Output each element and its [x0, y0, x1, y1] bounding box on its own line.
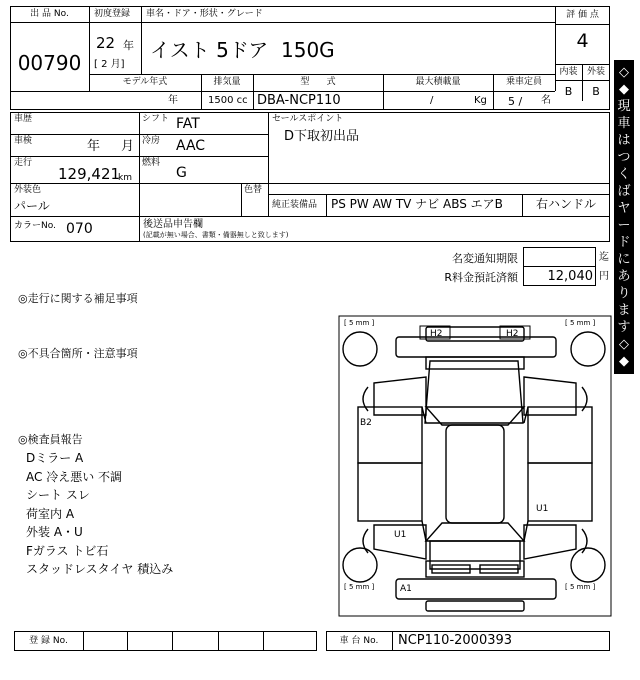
name-change-label: 名変通知期限	[452, 252, 518, 265]
ac-label: 冷房	[142, 136, 161, 146]
tire-label-fr: [ 5 mm ]	[565, 319, 596, 327]
overall-grade: 4	[576, 30, 589, 52]
driving-notes-title: ◎走行に関する補足事項	[18, 292, 138, 305]
exterior-label: 外装	[586, 67, 605, 77]
damage-mark-u1-right: U1	[536, 504, 549, 514]
equipment-list: PS PW AW TV ナビ ABS エアB	[331, 197, 503, 211]
rear-bumper	[396, 579, 556, 599]
recycle-label: R料金預託済額	[444, 271, 518, 284]
inspector-line: 外装 A・U	[26, 525, 83, 539]
first-reg-year-unit: 年	[123, 39, 134, 52]
banner-glyph: つ	[617, 150, 631, 165]
banner-glyph: ◇	[619, 65, 629, 80]
lot-no-label: 出 品 No.	[30, 9, 69, 19]
banner-glyph: く	[617, 167, 631, 182]
inspection-label: 車検	[14, 136, 33, 146]
right-quarter	[524, 525, 576, 559]
defects-title: ◎不具合箇所・注意事項	[18, 347, 138, 360]
left-rear-door	[358, 463, 422, 521]
banner-glyph: は	[617, 133, 631, 148]
grade-label: 評 価 点	[566, 10, 599, 20]
capacity-label: 乗車定員	[505, 77, 542, 87]
name-change-unit: 迄	[599, 252, 609, 263]
displacement-label: 排気量	[213, 77, 241, 87]
reg-no-label: 登 録 No.	[29, 636, 68, 646]
inspector-line: Dミラー A	[26, 451, 84, 465]
interior-label: 内装	[559, 67, 578, 77]
exterior-color-label: 外装色	[14, 185, 42, 195]
first-reg-month: [ 2 月]	[94, 59, 125, 70]
model-year-label: モデル年式	[122, 77, 168, 87]
ac-value: AAC	[176, 138, 206, 154]
displacement: 1500 cc	[208, 95, 248, 106]
windshield	[426, 407, 524, 425]
car-name-label: 車名・ドア・形状・グレード	[146, 9, 263, 19]
tire-label-rr: [ 5 mm ]	[565, 583, 596, 591]
recycle-unit: 円	[599, 271, 609, 282]
damage-mark-u1-left: U1	[394, 530, 407, 540]
location-banner	[614, 60, 634, 374]
banner-glyph: 現	[617, 99, 631, 114]
sales-point-label: セールスポイント	[272, 114, 344, 124]
shift-value: FAT	[176, 116, 200, 132]
banner-glyph: ー	[617, 218, 631, 233]
equipment-label: 純正装備品	[272, 200, 318, 210]
banner-glyph: ◆	[619, 354, 629, 369]
fuel-value: G	[176, 165, 187, 181]
inspector-lines	[26, 449, 173, 579]
inspection-month-unit: 月	[121, 139, 135, 154]
capacity-unit: 名	[541, 95, 551, 106]
car-name: イスト 5ドア 150G	[150, 38, 335, 62]
first-reg-label: 初度登録	[94, 9, 131, 19]
mileage-label: 走行	[14, 158, 33, 168]
banner-glyph: ◇	[619, 337, 629, 352]
inspector-line: スタッドレスタイヤ 積込み	[26, 562, 174, 576]
later-docs-label: 後送品申告欄	[143, 219, 203, 230]
banner-glyph: り	[617, 286, 631, 301]
front-bumper	[396, 337, 556, 357]
max-load-sep: /	[430, 95, 434, 106]
tire-label-fl: [ 5 mm ]	[344, 319, 375, 327]
banner-glyph: ヤ	[617, 201, 631, 216]
mileage-unit: km	[118, 173, 132, 183]
sales-point: D下取初出品	[284, 129, 360, 144]
banner-glyph: す	[617, 320, 631, 335]
model-year-unit: 年	[168, 95, 178, 106]
inspection-year-unit: 年	[87, 139, 101, 154]
banner-glyph: あ	[617, 269, 631, 284]
exterior-color: パール	[14, 199, 50, 213]
recycle-amount: 12,040	[547, 269, 593, 284]
lot-no: 00790	[17, 51, 82, 75]
car-damage-diagram	[338, 315, 613, 619]
max-load-unit: Kg	[474, 95, 487, 106]
tire-front-left	[343, 332, 377, 366]
rear-window	[426, 523, 524, 541]
banner-glyph: ま	[617, 303, 631, 318]
tire-rear-left	[343, 548, 377, 582]
interior-grade: B	[564, 85, 573, 98]
model-code: DBA-NCP110	[257, 93, 341, 108]
history-label: 車歴	[14, 114, 33, 124]
banner-glyph: 車	[617, 116, 631, 131]
damage-mark-h2-right: H2	[506, 329, 519, 339]
banner-glyph: ド	[617, 235, 631, 250]
inspector-line: AC 冷え悪い 不調	[26, 469, 123, 484]
right-fender	[524, 377, 576, 415]
banner-glyph: に	[617, 252, 631, 267]
later-docs-note: (記載が無い場合、書類・備器無しと致します)	[143, 231, 289, 239]
name-change-box	[523, 247, 596, 267]
mileage-value: 129,421	[58, 165, 121, 183]
color-change-label: 色替	[244, 185, 263, 195]
chassis-no: NCP110-2000393	[398, 633, 513, 648]
capacity: 5 /	[508, 95, 523, 108]
color-no-label: カラーNo.	[14, 221, 56, 231]
exterior-grade: B	[592, 85, 600, 98]
model-label: 型 式	[300, 77, 336, 87]
color-no: 070	[66, 221, 93, 237]
shift-label: シフト	[142, 114, 170, 124]
damage-mark-h2-left: H2	[430, 329, 443, 339]
roof	[446, 425, 504, 523]
tire-rear-right	[571, 548, 605, 582]
inspector-line: 荷室内 A	[26, 506, 75, 521]
inspector-line: Fガラス トビ石	[26, 543, 109, 558]
tire-label-rl: [ 5 mm ]	[344, 583, 375, 591]
inspector-title: ◎検査員報告	[18, 433, 83, 446]
first-reg-year: 22	[96, 34, 116, 52]
chassis-label: 車 台 No.	[339, 636, 379, 646]
left-fender	[374, 377, 426, 415]
max-load-label: 最大積載量	[415, 77, 461, 87]
banner-glyph: ば	[617, 184, 631, 199]
steering: 右ハンドル	[536, 197, 597, 211]
banner-glyph: ◆	[619, 82, 629, 97]
damage-mark-a1: A1	[400, 584, 412, 594]
inspector-line: シート スレ	[26, 488, 90, 502]
damage-mark-b2: B2	[360, 418, 372, 428]
hood	[425, 361, 523, 423]
tire-front-right	[571, 332, 605, 366]
fuel-label: 燃料	[142, 158, 161, 168]
